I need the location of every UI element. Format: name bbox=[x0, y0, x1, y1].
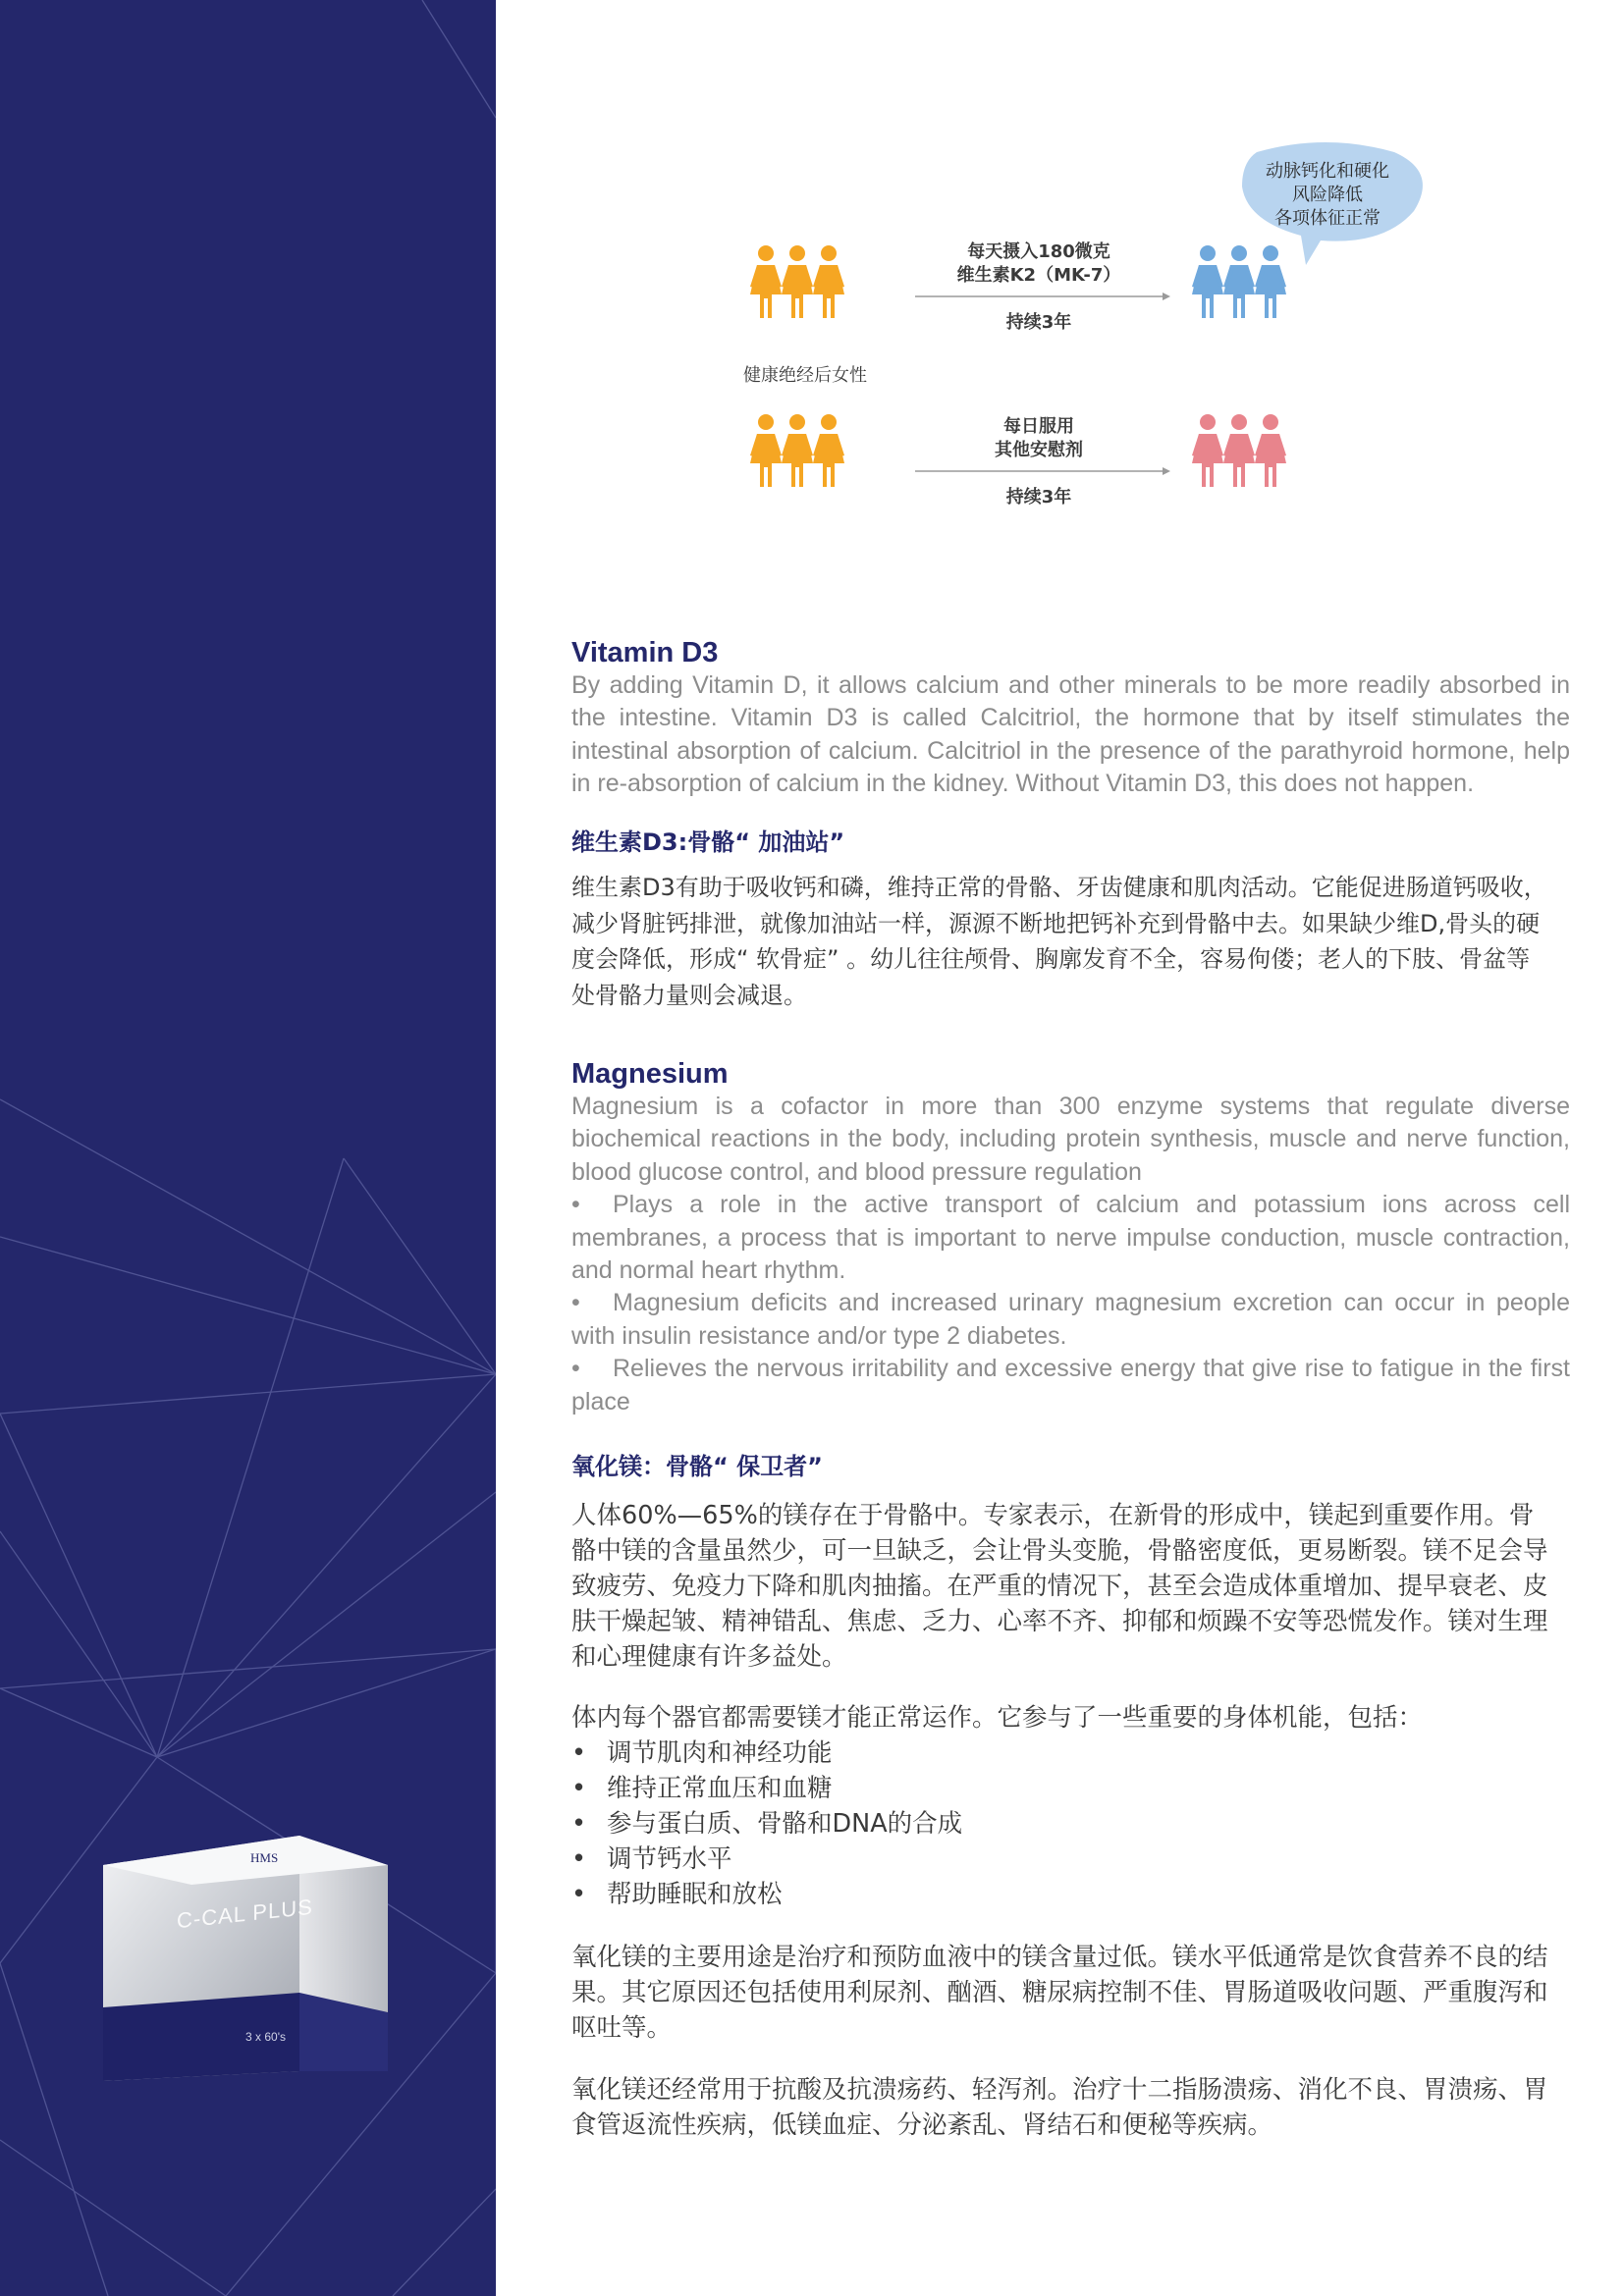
bottom-arrow-line-2: 其他安慰剂 bbox=[995, 440, 1083, 460]
bottom-duration: 持续3年 bbox=[1005, 487, 1072, 507]
magnesium-bullet-3 bbox=[571, 1353, 1570, 1418]
magnesium-bullet-2 bbox=[571, 1287, 1570, 1353]
magnesium-heading: Magnesium bbox=[571, 1058, 729, 1090]
product-box-image bbox=[93, 1796, 407, 2091]
magnesium-cn-list bbox=[571, 1735, 1570, 1912]
list-item: • 调节肌肉和神经功能 bbox=[571, 1738, 833, 1768]
bullet-text: Plays a role in the active transport of calcium and potassium ions across cell membranes, a process that is important to nerve impulse conduction, muscle contraction, and normal heart rhythm. bbox=[571, 1191, 1570, 1285]
bullet-marker: • bbox=[571, 1191, 580, 1219]
blue-women-group bbox=[1192, 245, 1286, 318]
magnesium-bullet-1 bbox=[571, 1189, 1570, 1287]
product-count: 3 x 60's bbox=[245, 2030, 286, 2044]
vitamin-k2-study-infographic bbox=[727, 137, 1492, 530]
sidebar-panel bbox=[0, 0, 496, 2296]
bubble-line-1: 动脉钙化和硬化 bbox=[1266, 161, 1389, 182]
magnesium-en-block bbox=[571, 1091, 1570, 1418]
bubble-line-3: 各项体征正常 bbox=[1274, 208, 1380, 229]
bullet-text: Relieves the nervous irritability and excessive energy that give rise to fatigue in the first place bbox=[571, 1355, 1570, 1415]
list-item: • 调节钙水平 bbox=[571, 1844, 732, 1874]
bullet-marker: • bbox=[571, 1355, 580, 1383]
group-label: 健康绝经后女性 bbox=[743, 365, 867, 386]
pink-women-group bbox=[1192, 414, 1286, 487]
bottom-arrow-line-1: 每日服用 bbox=[1003, 416, 1074, 437]
orange-women-group-top bbox=[750, 245, 844, 318]
product-name: C-CAL PLUS bbox=[177, 1894, 313, 1934]
bubble-line-2: 风险降低 bbox=[1292, 185, 1363, 205]
product-brand: HMS bbox=[250, 1850, 279, 1865]
top-arrow-line-2: 维生素K2（MK-7） bbox=[956, 265, 1121, 286]
list-item: • 帮助睡眠和放松 bbox=[571, 1880, 783, 1909]
vitamin-d3-cn-body: 维生素D3有助于吸收钙和磷，维持正常的骨骼、牙齿健康和肌肉活动。它能促进肠道钙吸收，减少肾脏钙排泄，就像加油站一样，源源不断地把钙补充到骨骼中去。如果缺少维D,骨头的硬度会降低，形成“ 软骨症” 。幼儿往往颅骨、胸廓发育不全，容易佝偻；老人的下肢、骨盆等处骨骼力量则会减退。 bbox=[571, 874, 1547, 1009]
magnesium-cn-para-1: 人体60%—65%的镁存在于骨骼中。专家表示，在新骨的形成中，镁起到重要作用。骨骼中镁的含量虽然少，可一旦缺乏，会让骨头变脆，骨骼密度低，更易断裂。镁不足会导致疲劳、免疫力下降和肌肉抽搐。在严重的情况下，甚至会造成体重增加、提早衰老、皮肤干燥起皱、精神错乱、焦虑、乏力、心率不齐、抑郁和烦躁不安等恐慌发作。镁对生理和心理健康有许多益处。 bbox=[571, 1501, 1548, 1672]
magnesium-cn-para-2: 体内每个器官都需要镁才能正常运作。它参与了一些重要的身体机能，包括： bbox=[571, 1703, 1424, 1733]
list-item: • 维持正常血压和血糖 bbox=[571, 1774, 833, 1803]
magnesium-body: Magnesium is a cofactor in more than 300 enzyme systems that regulate diverse biochemical reactions in the body, including protein synthesis, muscle and nerve function, blood glucose control, and blood pressure regulation bbox=[571, 1093, 1570, 1186]
list-item: • 参与蛋白质、骨骼和DNA的合成 bbox=[571, 1809, 963, 1839]
vitamin-d3-heading: Vitamin D3 bbox=[571, 637, 719, 668]
vitamin-d3-body: By adding Vitamin D, it allows calcium and other minerals to be more readily absorbed in the intestine. Vitamin D3 is called Calcitriol, the hormone that by itself stimulates the intestinal absorption of calcium. Calcitriol in the presence of the parathyroid hormone, help in re-absorption of calcium in the kidney. Without Vitamin D3, this does not happen. bbox=[571, 671, 1570, 798]
magnesium-cn-heading: 氧化镁：骨骼“ 保卫者” bbox=[571, 1453, 823, 1480]
top-duration: 持续3年 bbox=[1005, 312, 1072, 333]
magnesium-cn-para-3: 氧化镁的主要用途是治疗和预防血液中的镁含量过低。镁水平低通常是饮食营养不良的结果。其它原因还包括使用利尿剂、酗酒、糖尿病控制不佳、胃肠道吸收问题、严重腹泻和呕吐等。 bbox=[571, 1943, 1548, 2043]
magnesium-cn-para-4: 氧化镁还经常用于抗酸及抗溃疡药、轻泻剂。治疗十二指肠溃疡、消化不良、胃溃疡、胃食管返流性疾病，低镁血症、分泌紊乱、肾结石和便秘等疾病。 bbox=[571, 2075, 1548, 2140]
vitamin-d3-cn-heading: 维生素D3:骨骼“ 加油站” bbox=[571, 828, 845, 856]
orange-women-group-bottom bbox=[750, 414, 844, 487]
top-arrow-line-1: 每天摄入180微克 bbox=[967, 241, 1110, 262]
bullet-marker: • bbox=[571, 1289, 580, 1317]
bullet-text: Magnesium deficits and increased urinary magnesium excretion can occur in people with insulin resistance and/or type 2 diabetes. bbox=[571, 1289, 1570, 1350]
